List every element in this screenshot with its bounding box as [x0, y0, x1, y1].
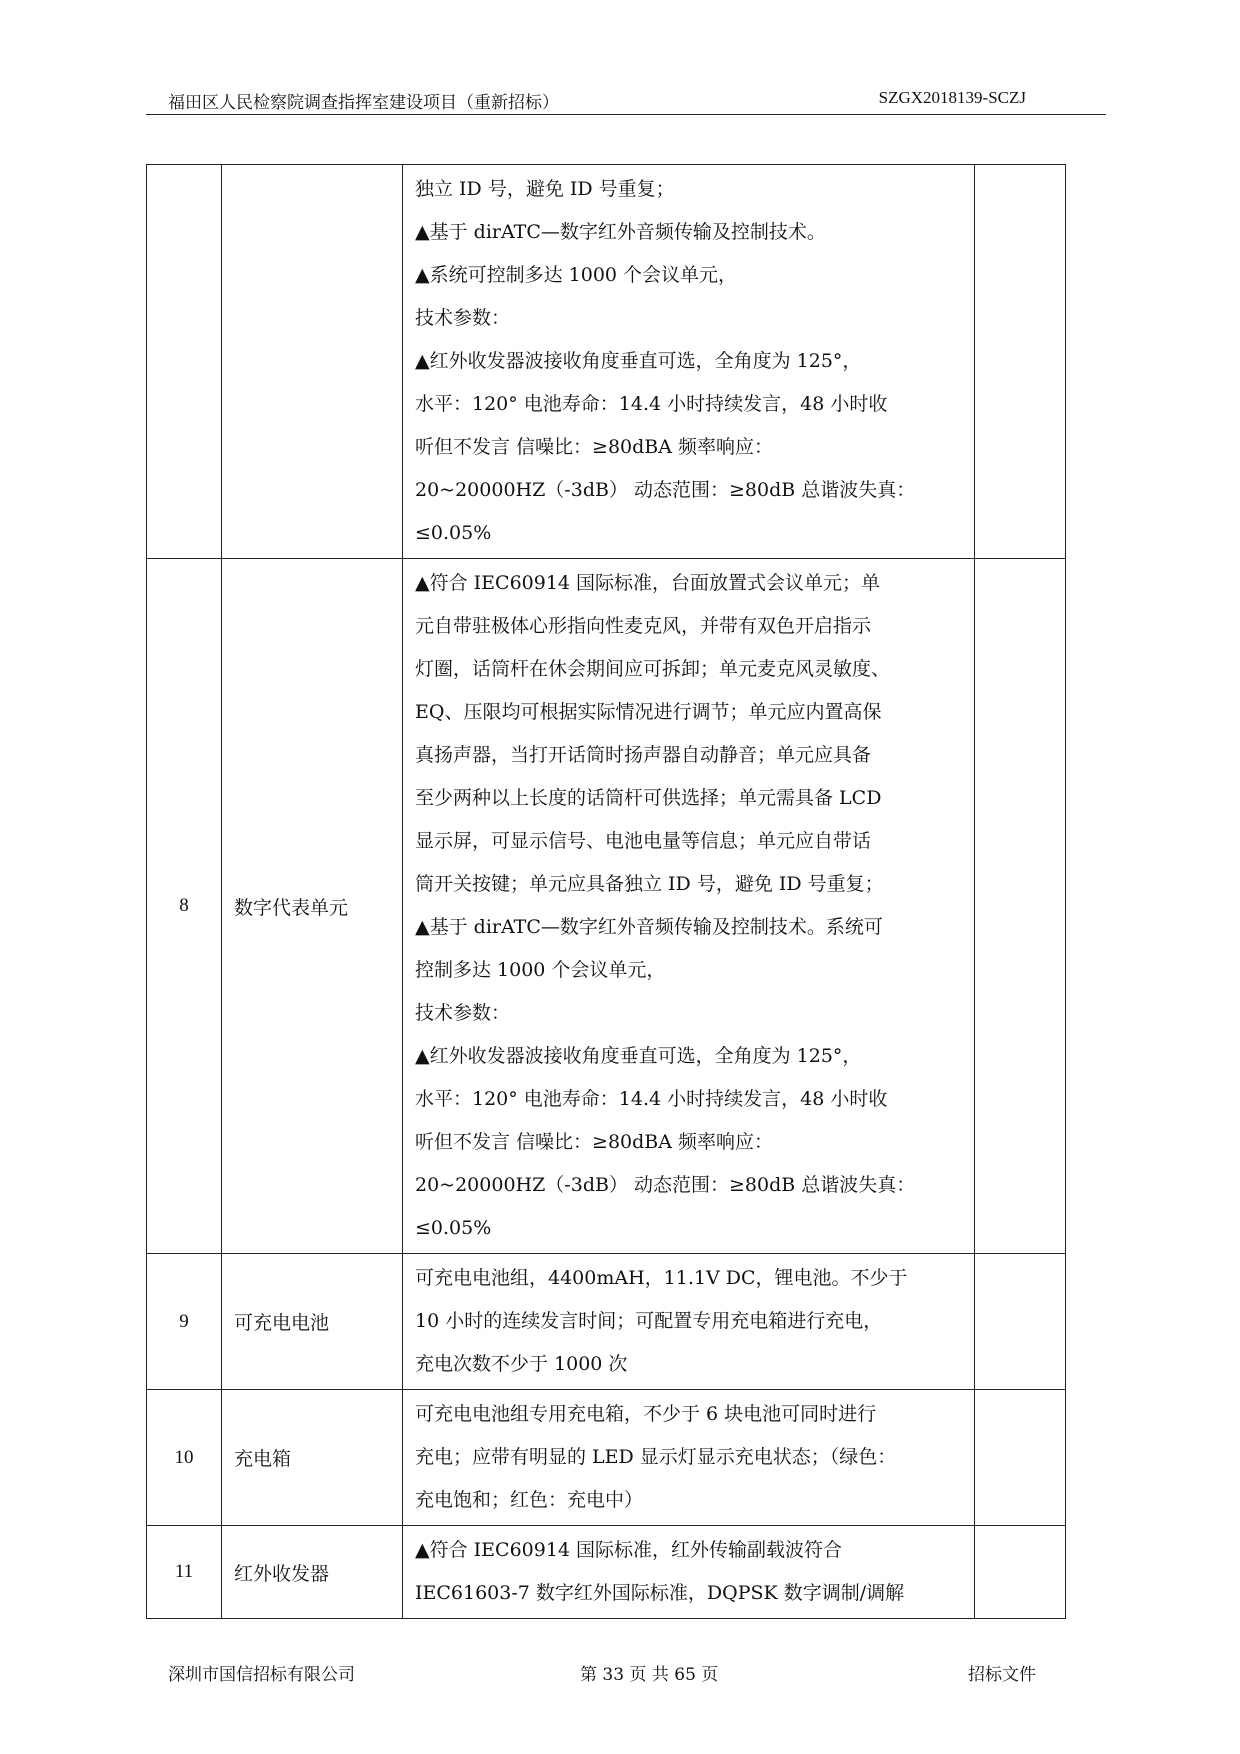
spec-line: ▲符合 IEC60914 国际标准，台面放置式会议单元；单	[415, 572, 881, 594]
spec-line: 10 小时的连续发言时间；可配置专用充电箱进行充电，	[415, 1310, 883, 1332]
spec-line: 控制多达 1000 个会议单元，	[415, 959, 666, 981]
spec-line: 听但不发言 信噪比：≥80dBA 频率响应：	[415, 1131, 774, 1153]
table-row	[147, 1254, 1066, 1390]
spec-line: 真扬声器，当打开话筒时扬声器自动静音；单元应具备	[415, 744, 872, 766]
spec-line: ▲基于 dirATC—数字红外音频传输及控制技术。	[415, 221, 826, 243]
spec-line: 至少两种以上长度的话筒杆可供选择；单元需具备 LCD	[415, 787, 882, 809]
item-number	[147, 165, 222, 559]
item-number: 9	[147, 1254, 222, 1390]
spec-line: ▲红外收发器波接收角度垂直可选，全角度为 125°，	[415, 1045, 862, 1067]
spec-line: 元自带驻极体心形指向性麦克风，并带有双色开启指示	[415, 615, 872, 637]
spec-line: 充电；应带有明显的 LED 显示灯显示充电状态；（绿色：	[415, 1446, 897, 1468]
spec-line: ▲基于 dirATC—数字红外音频传输及控制技术。系统可	[415, 916, 883, 938]
item-extra-cell	[975, 1526, 1066, 1619]
footer-doc-type: 招标文件	[968, 1665, 1036, 1685]
spec-line: 水平：120° 电池寿命：14.4 小时持续发言，48 小时收	[415, 1088, 888, 1110]
spec-line: 可充电电池组，4400mAH，11.1V DC，锂电池。不少于	[415, 1267, 908, 1289]
item-name: 可充电电池	[222, 1254, 403, 1390]
item-name: 红外收发器	[222, 1526, 403, 1619]
spec-line: 听但不发言 信噪比：≥80dBA 频率响应：	[415, 436, 774, 458]
item-number: 10	[147, 1390, 222, 1526]
item-specification	[403, 1526, 975, 1619]
spec-line: 充电次数不少于 1000 次	[415, 1353, 628, 1375]
spec-line: 显示屏，可显示信号、电池电量等信息；单元应自带话	[415, 830, 872, 852]
project-code: SZGX2018139-SCZJ	[878, 88, 1026, 107]
spec-line: 技术参数：	[415, 1002, 511, 1024]
spec-line: 20~20000HZ（-3dB） 动态范围：≥80dB 总谐波失真：	[415, 1174, 916, 1196]
item-specification	[403, 559, 975, 1254]
spec-line: 可充电电池组专用充电箱，不少于 6 块电池可同时进行	[415, 1403, 877, 1425]
spec-line: ▲符合 IEC60914 国际标准，红外传输副载波符合	[415, 1539, 843, 1561]
page-header	[146, 86, 1106, 115]
item-extra-cell	[975, 165, 1066, 559]
item-extra-cell	[975, 1390, 1066, 1526]
table-row	[147, 559, 1066, 1254]
spec-line: 筒开关按键；单元应具备独立 ID 号，避免 ID 号重复；	[415, 873, 884, 895]
spec-line: ≤0.05%	[415, 522, 492, 544]
table-row	[147, 1526, 1066, 1619]
footer-page-number: 第 33 页 共 65 页	[580, 1665, 719, 1685]
spec-line: 水平：120° 电池寿命：14.4 小时持续发言，48 小时收	[415, 393, 888, 415]
footer-company: 深圳市国信招标有限公司	[168, 1665, 355, 1685]
spec-line: ≤0.05%	[415, 1217, 492, 1239]
spec-line: ▲系统可控制多达 1000 个会议单元，	[415, 264, 738, 286]
spec-line: 充电饱和；红色：充电中）	[415, 1489, 644, 1511]
spec-line: 独立 ID 号，避免 ID 号重复；	[415, 178, 675, 200]
spec-table-body	[147, 165, 1066, 1619]
spec-line: EQ、压限均可根据实际情况进行调节；单元应内置高保	[415, 701, 882, 723]
spec-line: 20~20000HZ（-3dB） 动态范围：≥80dB 总谐波失真：	[415, 479, 916, 501]
item-extra-cell	[975, 559, 1066, 1254]
item-number: 8	[147, 559, 222, 1254]
item-number: 11	[147, 1526, 222, 1619]
item-name: 充电箱	[222, 1390, 403, 1526]
spec-line: IEC61603-7 数字红外国际标准，DQPSK 数字调制/调解	[415, 1582, 905, 1604]
item-extra-cell	[975, 1254, 1066, 1390]
item-specification	[403, 1390, 975, 1526]
spec-line: 灯圈，话筒杆在休会期间应可拆卸；单元麦克风灵敏度、	[415, 658, 891, 680]
table-row	[147, 165, 1066, 559]
project-title: 福田区人民检察院调查指挥室建设项目（重新招标）	[168, 93, 559, 113]
table-row	[147, 1390, 1066, 1526]
item-specification	[403, 1254, 975, 1390]
item-name	[222, 165, 403, 559]
spec-line: ▲红外收发器波接收角度垂直可选，全角度为 125°，	[415, 350, 862, 372]
item-name: 数字代表单元	[222, 559, 403, 1254]
item-specification	[403, 165, 975, 559]
spec-table	[146, 164, 1066, 1619]
spec-line: 技术参数：	[415, 307, 511, 329]
